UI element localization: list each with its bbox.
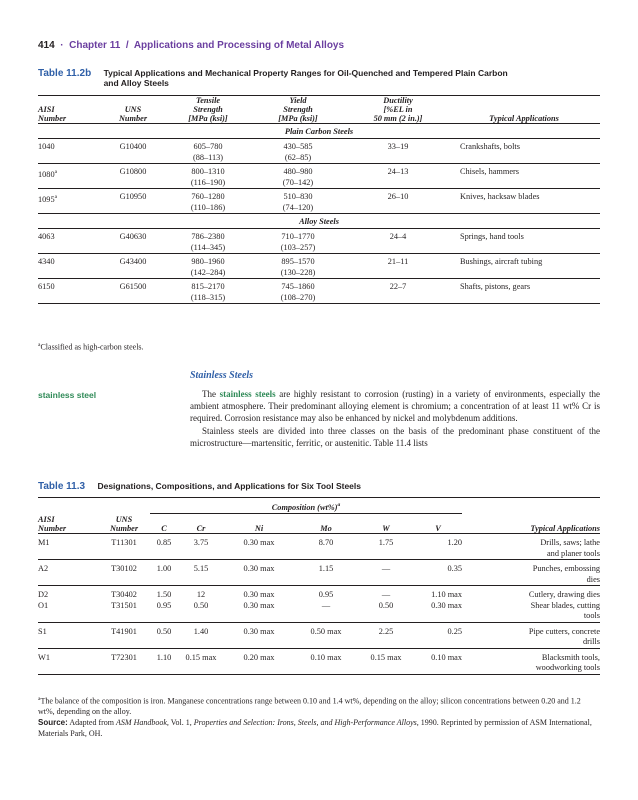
body-text <box>190 388 600 449</box>
table-row: 4063 G40630 786–2380 (114–345) 710–1770 (103–257) 24–4 Springs, hand tools <box>38 229 600 254</box>
table2-col-mo: Mo <box>320 524 332 534</box>
table-row: O1 T31501 0.95 0.50 0.30 max — 0.50 0.30 max Shear blades, cutting tools <box>38 600 600 621</box>
table2-col-ni: Ni <box>254 524 264 534</box>
table-row: 1080$^a$ G10800 800–1310 (116–190) 480–980 (70–142) 24–13 Chisels, hammers <box>38 164 600 189</box>
table-row: D2 T30402 1.50 12 0.30 max 0.95 — 1.10 max Cutlery, drawing dies <box>38 586 600 601</box>
composition-header: Composition $(wt\%)^a$ <box>150 498 462 514</box>
table2 <box>38 497 600 675</box>
table-row: S1 T41901 0.50 1.40 0.30 max 0.50 max 2.25 0.25 Pipe cutters, concrete drills <box>38 622 600 648</box>
table1-group-plain-carbon: Plain Carbon Steels <box>284 127 354 136</box>
paragraph: The stainless steels are highly resistant to corrosion (rusting) in a variety of environments, especially the ambient atmosphere. Their predominant alloying element is chromium; a concentration of at least 11 wt% Cr is required. Corrosion resistance may also be enhanced by nickel and molybdenum additions. <box>190 389 601 424</box>
aisi-number: 1040 <box>38 142 55 151</box>
table1-title: Typical Applications and Mechanical Property Ranges for Oil-Quenched and Tempered Plain Carbon and Alloy Steels <box>103 68 508 88</box>
table2-source: Source: Adapted from ASM Handbook, Vol. 1, Properties and Selection: Irons, Steels, and High-Performance Alloys, 1990. Reprinted by permission of ASM International, Materials Park, OH. <box>38 718 592 738</box>
table1-col-yield: Yield Strength [MPa (ksi)] <box>278 96 318 123</box>
table2-col-v: V <box>435 524 441 534</box>
table1-col-tensile: Tensile Strength [MPa (ksi)] <box>188 96 228 123</box>
table2-col-uns: UNS Number <box>109 515 139 534</box>
table2-caption <box>38 481 361 492</box>
running-header <box>38 40 344 51</box>
table2-col-apps: Typical Applications <box>530 524 600 534</box>
table-row: 1040 G10400 605–780 (88–113) 430–585 (62–85) 33–19 Crankshafts, bolts <box>38 139 600 164</box>
table2-col-cr: Cr <box>196 524 206 534</box>
table2-footnote: $^a$The balance of the composition is iron. Manganese concentrations range between 0.10 and 1.4 wt%, depending on the alloy; silicon concentrations between 0.20 and 1.2 wt%, depending on the alloy. <box>38 696 581 717</box>
table2-col-w: W <box>382 524 390 534</box>
table1-group-alloy: Alloy Steels <box>299 217 339 226</box>
table1 <box>38 95 600 304</box>
table-row: A2 T30102 1.00 5.15 0.30 max 1.15 — 0.35 Punches, embossing dies <box>38 560 600 586</box>
table-row: W1 T72301 1.10 0.15 max 0.20 max 0.10 max 0.15 max 0.10 max Blacksmith tools, woodworking tools <box>38 648 600 674</box>
table2-title: Designations, Compositions, and Applications for Six Tool Steels <box>97 481 361 491</box>
table2-col-c: C <box>161 524 167 534</box>
table1-footnote: $^a$Classified as high-carbon steels. <box>38 342 144 352</box>
table1-col-uns: UNS Number <box>118 105 148 123</box>
table1-col-ductility: Ductility [%EL in 50 mm (2 in.)] <box>373 96 423 123</box>
section-heading: Stainless Steels <box>190 370 254 381</box>
table2-col-aisi: AISI Number <box>38 515 67 534</box>
header-separator: · <box>60 40 64 51</box>
table1-number: Table 11.2b <box>38 68 92 79</box>
table-row: M1 T11301 0.85 3.75 0.30 max 8.70 1.75 1.20 Drills, saws; lathe and planer tools <box>38 534 600 560</box>
table-row: 4340 G43400 980–1960 (142–284) 895–1570 (130–228) 21–11 Bushings, aircraft tubing <box>38 254 600 279</box>
table1-col-aisi: AISI Number <box>38 105 67 123</box>
table1-caption <box>38 68 508 88</box>
header-slash: / <box>125 40 129 51</box>
table2-number: Table 11.3 <box>38 481 86 492</box>
chapter-label: Chapter 11 <box>69 40 121 51</box>
margin-glossary-term: stainless steel <box>38 390 97 400</box>
table1-col-apps: Typical Applications <box>489 114 559 123</box>
chapter-title: Applications and Processing of Metal Alloys <box>133 40 345 51</box>
table-row: 6150 G61500 815–2170 (118–315) 745–1860 (108–270) 22–7 Shafts, pistons, gears <box>38 279 600 304</box>
page-number: 414 <box>38 40 55 51</box>
table-row: 1095$^a$ G10950 760–1280 (110–186) 510–830 (74–120) 26–10 Knives, hacksaw blades <box>38 189 600 214</box>
paragraph: Stainless steels are divided into three classes on the basis of the predominant phase constituent of the microstructure—martensitic, ferritic, or austenitic. Table 11.4 lists <box>190 425 600 448</box>
